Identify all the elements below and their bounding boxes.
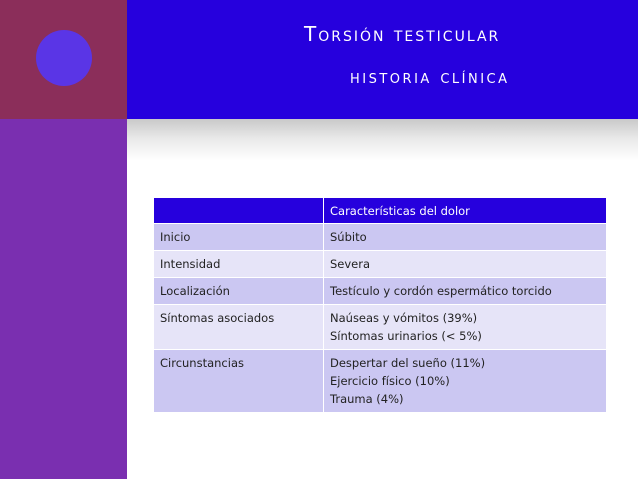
pain-characteristics-table (153, 197, 607, 413)
table-row (154, 305, 607, 350)
row-label: Localización (154, 278, 324, 305)
row-value (324, 278, 607, 305)
row-value-line: Despertar del sueño (11%) (330, 356, 486, 370)
decorative-circle (36, 30, 92, 86)
slide-subtitle: historia clínica (350, 66, 510, 88)
row-label: Circunstancias (154, 350, 324, 413)
table-header-characteristics: Características del dolor (324, 198, 607, 224)
header-shadow (127, 119, 638, 161)
table-row (154, 350, 607, 413)
table-row (154, 278, 607, 305)
row-label: Inicio (154, 224, 324, 251)
row-value (324, 350, 607, 413)
table-row (154, 251, 607, 278)
row-value-line: Súbito (330, 230, 367, 244)
row-value (324, 224, 607, 251)
row-label: Intensidad (154, 251, 324, 278)
row-value-line: Trauma (4%) (330, 392, 404, 406)
table-header-empty (154, 198, 324, 224)
title-header (127, 0, 638, 119)
row-value-line: Síntomas urinarios (< 5%) (330, 329, 482, 343)
row-label: Síntomas asociados (154, 305, 324, 350)
row-value-line: Testículo y cordón espermático torcido (330, 284, 552, 298)
row-value-line: Naúseas y vómitos (39%) (330, 311, 478, 325)
row-value-line: Ejercicio físico (10%) (330, 374, 450, 388)
table-row (154, 224, 607, 251)
table-header-row (154, 198, 607, 224)
row-value-line: Severa (330, 257, 371, 271)
slide-title: Torsión testicular (304, 22, 501, 46)
row-value (324, 305, 607, 350)
row-value (324, 251, 607, 278)
